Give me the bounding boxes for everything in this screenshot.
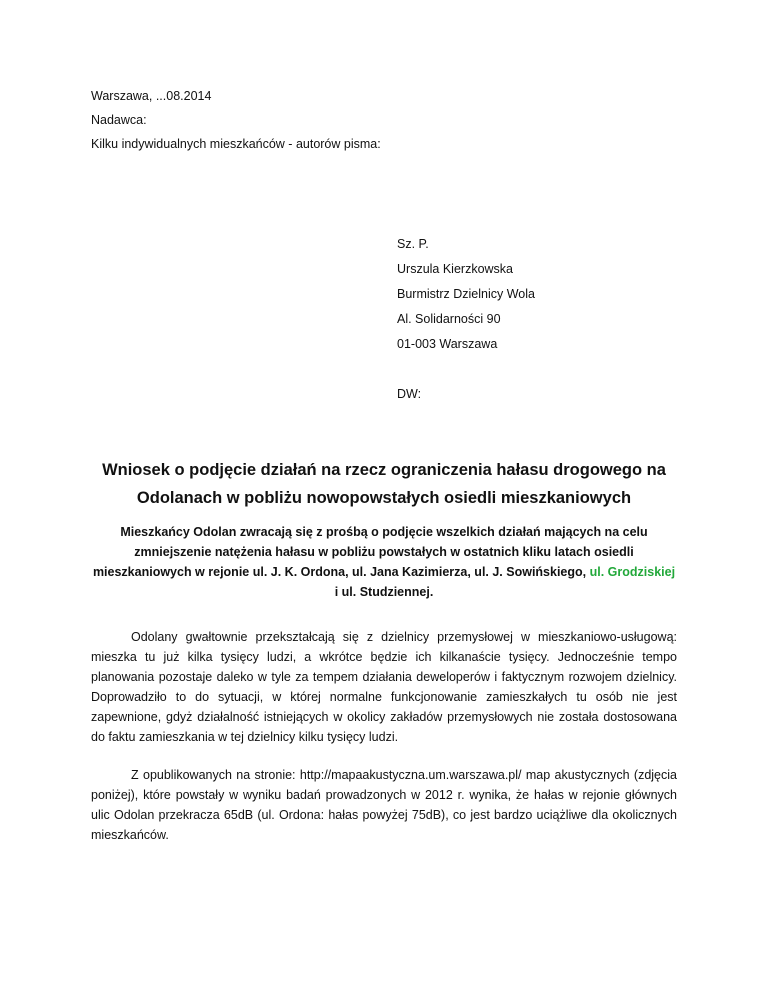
cc-label: DW: [397, 387, 422, 401]
body-paragraph-1-text: Odolany gwałtownie przekształcają się z dzielnicy przemysłowej w mieszkaniowo-usługową: mieszka tu już kilka tysięcy ludzi, a wkrótce będzie ich kilkanaście tysięcy. Jednocześnie tempo planowania pozostaje daleko w tyle za tempem działania deweloperów i faktycznym rozwojem dzielnicy. Doprowadziło to do sytuacji, w której normalne funkcjonowanie zamieszkałych tu osób nie jest zapewnione, gdyż działalność istniejących w okolicy zakładów przemysłowych nie została dostosowana do faktu zamieszkania w tej dzielnicy kilku tysięcy ludzi. [91, 630, 677, 744]
summary-line-1: Mieszkańcy Odolan zwracają się z prośbą o podjęcie wszelkich działań mających na celu [120, 525, 648, 539]
date-line: Warszawa, ...08.2014 [91, 89, 212, 103]
recipient-city: 01-003 Warszawa [397, 337, 498, 351]
recipient-salutation: Sz. P. [397, 237, 429, 251]
summary-highlight-street: ul. Grodziskiej [589, 565, 676, 579]
sender-name: Kilku indywidualnych mieszkańców - autorów pisma: [91, 137, 381, 151]
summary-line-3 [80, 562, 688, 582]
letter-summary [80, 522, 688, 602]
body-paragraph-1 [91, 627, 677, 747]
summary-line-2: zmniejszenie natężenia hałasu w pobliżu powstałych w ostatnich kliku latach osiedli [134, 545, 634, 559]
summary-line-4: i ul. Studziennej. [334, 585, 434, 599]
recipient-street: Al. Solidarności 90 [397, 312, 501, 326]
body-paragraph-2-text: Z opublikowanych na stronie: http://mapaakustyczna.um.warszawa.pl/ map akustycznych (zdjęcia poniżej), które powstały w wyniku badań prowadzonych w 2012 r. wynika, że hałas w rejonie głównych ulic Odolan przekracza 65dB (ul. Ordona: hałas powyżej 75dB), co jest bardzo uciążliwe dla okolicznych mieszkańców. [91, 768, 677, 842]
body-paragraph-2 [91, 765, 677, 845]
recipient-name: Urszula Kierzkowska [397, 262, 514, 276]
sender-label: Nadawca: [91, 113, 147, 127]
letter-title-line-1: Wniosek o podjęcie działań na rzecz ograniczenia hałasu drogowego na [102, 461, 666, 479]
summary-line-3-text: mieszkaniowych w rejonie ul. J. K. Ordona, ul. Jana Kazimierza, ul. J. Sowińskiego, [92, 565, 590, 579]
letter-title-line-2: Odolanach w pobliżu nowopowstałych osiedli mieszkaniowych [136, 489, 632, 507]
recipient-position: Burmistrz Dzielnicy Wola [397, 287, 535, 301]
